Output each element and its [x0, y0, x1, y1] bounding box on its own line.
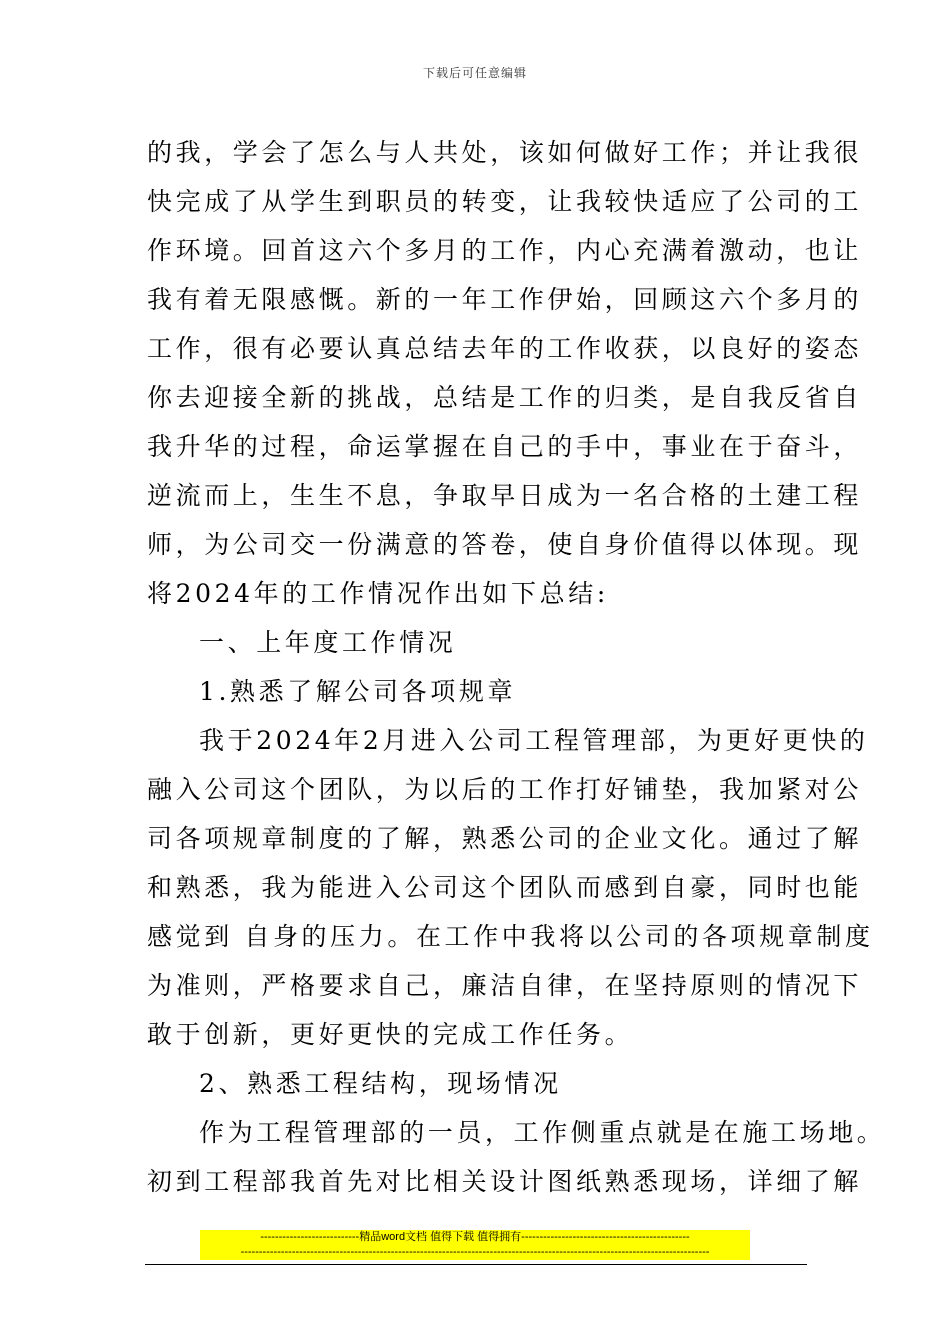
body-text-line: 我于2024年2月进入公司工程管理部，为更好更快的: [199, 726, 869, 755]
body-text-line: 我有着无限感慨。新的一年工作伊始，回顾这六个多月的: [147, 285, 863, 314]
body-text-line: 我升华的过程，命运掌握在自己的手中，事业在于奋斗，: [147, 432, 863, 461]
body-text-line: 将2024年的工作情况作出如下总结:: [147, 579, 609, 608]
body-text-line: 作环境。回首这六个多月的工作，内心充满着激动，也让: [147, 236, 863, 265]
footer-banner-line-2: --------------------------------------------------------------------------------------------------------------------------------: [240, 1246, 710, 1258]
body-text-line: 感觉到 自身的压力。在工作中我将以公司的各项规章制度: [147, 922, 874, 951]
body-text-line: 作为工程管理部的一员，工作侧重点就是在施工场地。: [199, 1118, 886, 1147]
body-text-line: 融入公司这个团队，为以后的工作打好铺垫，我加紧对公: [147, 775, 863, 804]
body-text-line: 逆流而上，生生不息，争取早日成为一名合格的土建工程: [147, 481, 863, 510]
body-text-line: 和熟悉，我为能进入公司这个团队而感到自豪，同时也能: [147, 873, 863, 902]
body-text-line: 敢于创新，更好更快的完成工作任务。: [147, 1020, 634, 1049]
body-text-line: 司各项规章制度的了解，熟悉公司的企业文化。通过了解: [147, 824, 863, 853]
body-text-line: 的我，学会了怎么与人共处，该如何做好工作；并让我很: [147, 138, 863, 167]
body-text-line: 师，为公司交一份满意的答卷，使自身价值得以体现。现: [147, 530, 863, 559]
page-header-note: 下载后可任意编辑: [422, 66, 527, 80]
body-text-line: 工作，很有必要认真总结去年的工作收获，以良好的姿态: [147, 334, 863, 363]
body-text-line: 2、熟悉工程结构，现场情况: [199, 1069, 562, 1098]
body-text-line: 为准则，严格要求自己，廉洁自律，在坚持原则的情况下: [147, 971, 863, 1000]
footer-divider: [145, 1264, 807, 1265]
body-text-line: 你去迎接全新的挑战，总结是工作的归类，是自我反省自: [147, 383, 863, 412]
body-text-line: 快完成了从学生到职员的转变，让我较快适应了公司的工: [147, 187, 863, 216]
document-body: [147, 128, 886, 1206]
body-text-line: 一、上年度工作情况: [199, 628, 457, 657]
body-text-line: 1.熟悉了解公司各项规章: [199, 677, 517, 706]
footer-banner-line-1: ---------------------------精品word文档 值得下载 值得拥有----------------------------------------------: [260, 1231, 690, 1243]
footer-banner: [200, 1230, 750, 1260]
body-text-line: 初到工程部我首先对比相关设计图纸熟悉现场，详细了解: [147, 1167, 863, 1196]
